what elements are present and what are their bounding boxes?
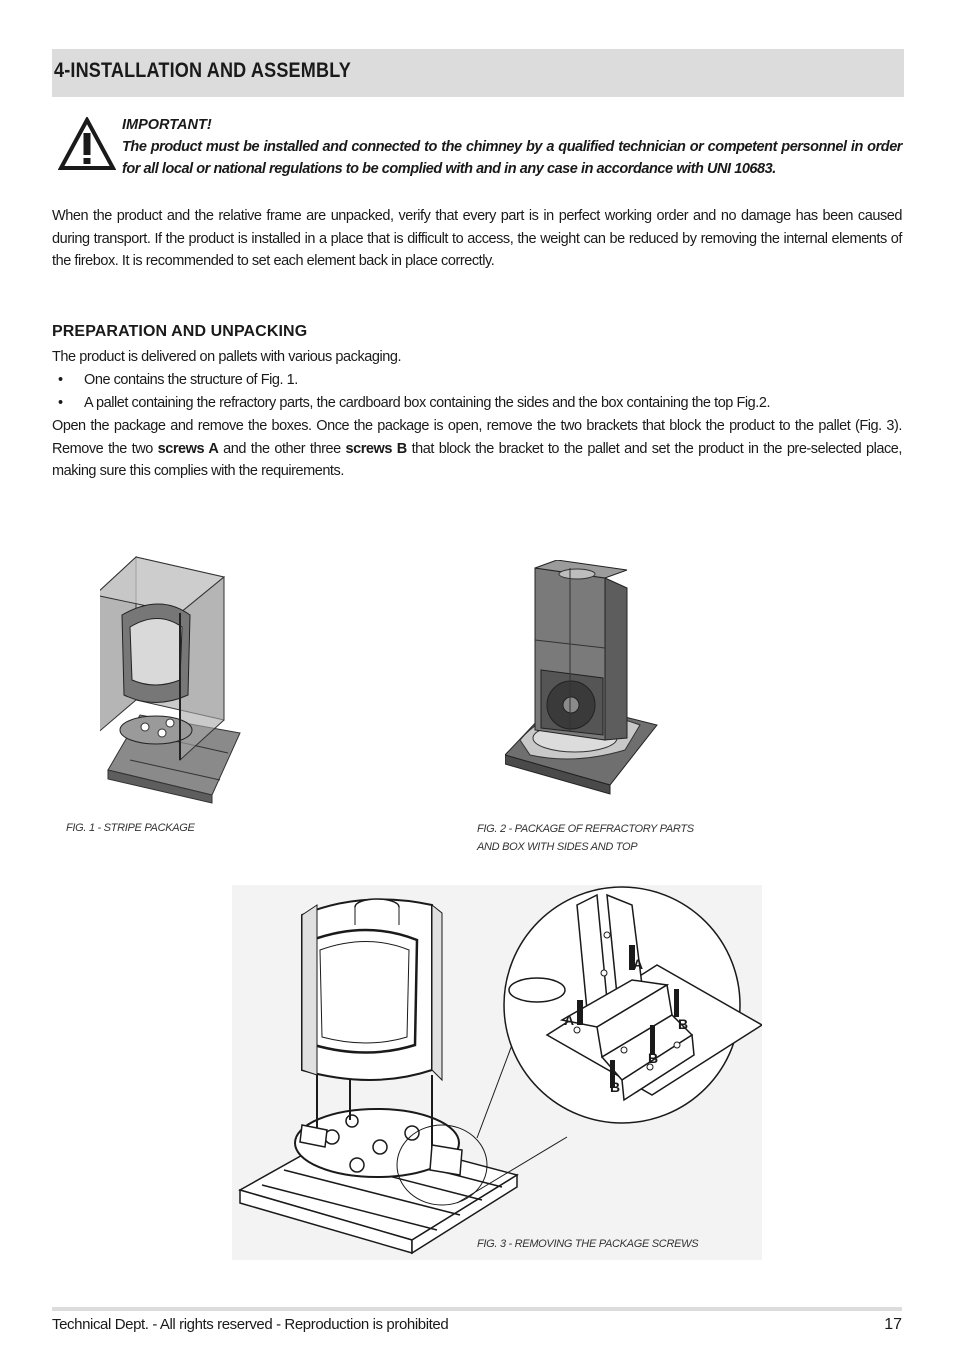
figure-2-caption [477, 820, 694, 856]
figure-2-illustration [505, 560, 660, 795]
important-notice [122, 114, 902, 180]
open-package-paragraph [52, 415, 902, 483]
label-b-1: B [678, 1016, 689, 1032]
page-number: 17 [884, 1316, 902, 1333]
screws-a-label: screws A [157, 440, 219, 457]
preparation-bullet-list [52, 369, 902, 415]
label-b-3: B [610, 1079, 621, 1095]
remove-text-pre: Remove the two [52, 440, 158, 457]
important-text: The product must be installed and connected to the chimney by a qualified technician or competent personnel in order for all local or national regulations to be complied with and in any case in accordance with UNI 10683. [122, 139, 902, 177]
figure-2-caption-line-2: AND BOX WITH SIDES AND TOP [477, 841, 638, 853]
preparation-lead: The product is delivered on pallets with various packaging. [52, 349, 402, 365]
list-item: • One contains the structure of Fig. 1. [52, 369, 902, 392]
figure-3-illustration [232, 885, 762, 1260]
footer-text: Technical Dept. - All rights reserved - Reproduction is prohibited [52, 1316, 449, 1333]
figure-2-caption-line-1: FIG. 2 - PACKAGE OF REFRACTORY PARTS [477, 823, 694, 835]
figure-1-caption: FIG. 1 - STRIPE PACKAGE [66, 822, 195, 834]
warning-triangle-icon [58, 117, 116, 171]
label-a-1: A [564, 1012, 575, 1028]
intro-paragraph: When the product and the relative frame are unpacked, verify that every part is in perfect working order and no damage has been caused during transport. If the product is installed in a place that is difficult to access, the weight can be reduced by removing the internal elements of the firebox. It is recommended to set each element back in place correctly. [52, 208, 902, 269]
remove-text-post: that block the bracket to the pallet and set the product in the pre-selected place, making sure this complies with the requirements. [52, 440, 902, 479]
figure-1-illustration [100, 555, 245, 805]
section-header-bar [52, 49, 904, 97]
remove-text-mid: and the other three [218, 440, 346, 457]
figure-3-caption: FIG. 3 - REMOVING THE PACKAGE SCREWS [477, 1238, 699, 1250]
label-a-2: A [633, 956, 644, 972]
footer-divider [52, 1307, 902, 1311]
label-b-2: B [648, 1050, 659, 1066]
preparation-heading: PREPARATION AND UNPACKING [52, 323, 308, 340]
screws-b-label: screws B [345, 440, 407, 457]
list-item: • A pallet containing the refractory parts, the cardboard box containing the sides and the box containing the top Fig.2. [52, 392, 902, 415]
section-title: 4-INSTALLATION AND ASSEMBLY [54, 59, 351, 82]
important-label: IMPORTANT! [122, 117, 212, 133]
open-package-text: Open the package and remove the boxes. Once the package is open, remove the two brackets that block the product to the pallet (Fig. 3). [52, 418, 902, 434]
